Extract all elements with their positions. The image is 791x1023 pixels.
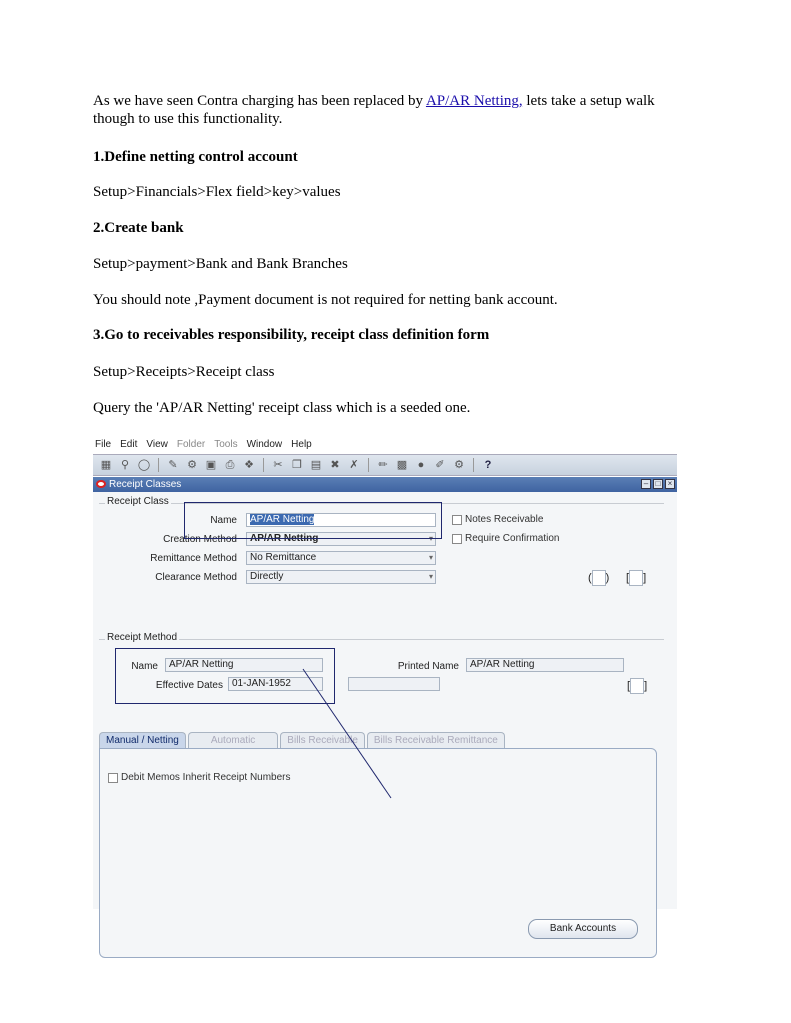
- new-icon[interactable]: ▦: [100, 458, 112, 471]
- attachments-icon[interactable]: ✐: [435, 458, 445, 471]
- minimize-icon[interactable]: –: [641, 479, 651, 489]
- step3-heading-text: 3.Go to receivables responsibility, receipt class definition form: [93, 327, 490, 343]
- menu-window[interactable]: Window: [246, 438, 283, 450]
- arrow-line: [303, 669, 391, 798]
- step1-heading: [93, 148, 298, 166]
- require-confirmation-label: Require Confirmation: [465, 533, 560, 544]
- close-icon[interactable]: ×: [665, 479, 675, 489]
- creation-method-label: Creation Method: [163, 534, 237, 545]
- intro-line-2: though to use this functionality.: [93, 111, 283, 127]
- folder-tools-icon[interactable]: ⚙: [454, 458, 464, 471]
- translations-icon[interactable]: ●: [417, 458, 425, 471]
- maximize-icon[interactable]: □: [653, 479, 663, 489]
- menu-tools[interactable]: Tools: [214, 438, 238, 450]
- notes-receivable-label: Notes Receivable: [465, 514, 544, 525]
- name-label: Name: [210, 515, 237, 526]
- step2-path: Setup>payment>Bank and Bank Branches: [93, 256, 348, 272]
- receipt-class-group-label: Receipt Class: [107, 496, 169, 507]
- step3-path: Setup>Receipts>Receipt class: [93, 364, 275, 380]
- find-icon[interactable]: ⚲: [120, 458, 130, 471]
- tab-bills-receivable-remittance[interactable]: Bills Receivable Remittance: [367, 732, 505, 748]
- tab-automatic[interactable]: Automatic: [188, 732, 278, 748]
- creation-method-value: AP/AR Netting: [250, 533, 319, 544]
- window-title: Receipt Classes: [109, 479, 182, 490]
- save-icon[interactable]: ✎: [168, 458, 178, 471]
- descriptive-flexfield-1[interactable]: [ ]: [626, 570, 646, 586]
- ap-ar-netting-link[interactable]: AP/AR Netting,: [425, 93, 523, 109]
- query-text: Query the 'AP/AR Netting' receipt class which is a seeded one.: [93, 400, 471, 416]
- step2-heading: [93, 219, 184, 237]
- descriptive-flexfield-2[interactable]: [ ]: [627, 678, 647, 694]
- menu-file[interactable]: File: [95, 438, 112, 450]
- receipt-method-group-label: Receipt Method: [107, 632, 178, 643]
- printed-name-value: AP/AR Netting: [470, 659, 535, 670]
- intro-text-end: lets take a setup walk: [522, 93, 655, 109]
- clearance-method-label: Clearance Method: [155, 572, 237, 583]
- remittance-method-label: Remittance Method: [150, 553, 237, 564]
- receipt-classes-screenshot: [93, 433, 677, 934]
- name-value: AP/AR Netting: [250, 514, 315, 525]
- intro-paragraph: [93, 92, 655, 110]
- edit-field-icon[interactable]: ✏: [378, 458, 388, 471]
- cut-icon[interactable]: ✂: [273, 458, 283, 471]
- intro-text: As we have seen Contra charging has been replaced by: [93, 93, 426, 109]
- navigator-icon[interactable]: ◯: [137, 458, 151, 471]
- bank-accounts-button[interactable]: Bank Accounts: [528, 919, 638, 939]
- help-icon[interactable]: ?: [484, 458, 492, 471]
- next-step-icon[interactable]: ⚙: [187, 458, 197, 471]
- method-name-value: AP/AR Netting: [169, 659, 234, 670]
- menu-edit[interactable]: Edit: [120, 438, 138, 450]
- switch-responsibility-icon[interactable]: ▣: [205, 458, 217, 471]
- print-icon[interactable]: ⎙: [225, 458, 235, 471]
- context-field-1[interactable]: ( ): [588, 570, 609, 586]
- paste-icon[interactable]: ▤: [310, 458, 322, 471]
- tab-bills-receivable[interactable]: Bills Receivable: [280, 732, 365, 748]
- annotation-arrow: [93, 433, 677, 909]
- method-name-label: Name: [131, 661, 158, 672]
- close-form-icon[interactable]: ❖: [244, 458, 254, 471]
- copy-icon[interactable]: ❐: [292, 458, 302, 471]
- clearance-method-value: Directly: [250, 571, 284, 582]
- menu-view[interactable]: View: [146, 438, 168, 450]
- clear-record-icon[interactable]: ✖: [330, 458, 340, 471]
- step3-heading: [93, 326, 489, 344]
- step1-heading-text: 1.Define netting control account: [93, 149, 298, 165]
- tab-manual-netting[interactable]: Manual / Netting: [99, 732, 186, 748]
- zoom-icon[interactable]: ▩: [396, 458, 408, 471]
- printed-name-label: Printed Name: [397, 661, 459, 672]
- debit-memos-label: Debit Memos Inherit Receipt Numbers: [121, 772, 291, 783]
- step2-heading-text: 2.Create bank: [93, 220, 184, 236]
- effective-date-value: 01-JAN-1952: [232, 678, 291, 689]
- delete-icon[interactable]: ✗: [349, 458, 359, 471]
- effective-dates-label: Effective Dates: [155, 680, 223, 691]
- remittance-method-value: No Remittance: [250, 552, 317, 563]
- menu-help[interactable]: Help: [291, 438, 312, 450]
- menu-folder[interactable]: Folder: [176, 438, 206, 450]
- step1-path: Setup>Financials>Flex field>key>values: [93, 184, 341, 200]
- note-text: You should note ,Payment document is not required for netting bank account.: [93, 292, 558, 308]
